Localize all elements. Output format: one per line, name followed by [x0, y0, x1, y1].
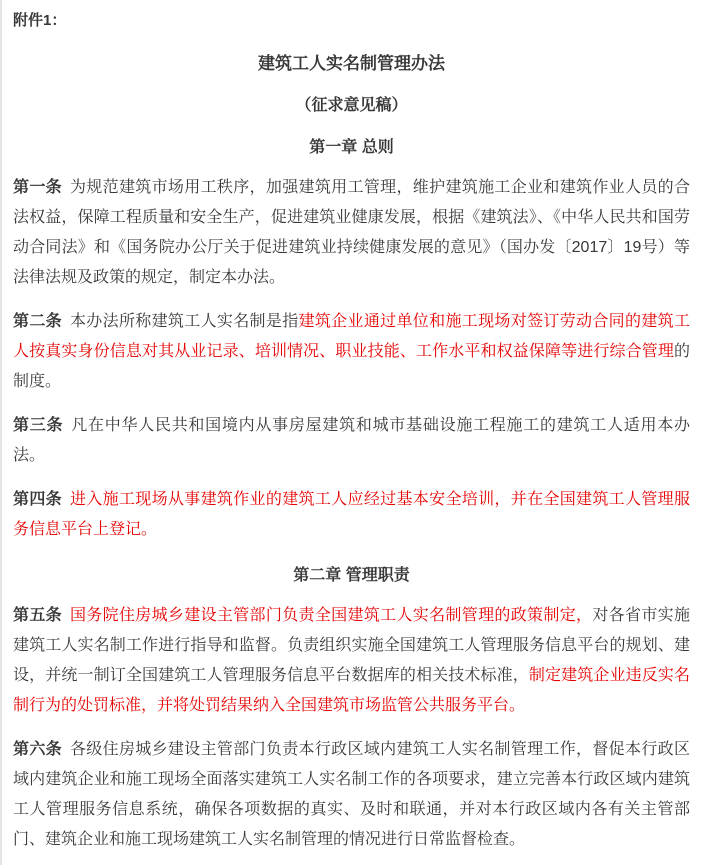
chapter-heading: 第二章 管理职责 [293, 567, 410, 584]
article-number: 第六条 [13, 741, 62, 758]
body-text: 的制度。 [13, 343, 690, 390]
body-text: 对各省市实施建筑工人实名制工作进行指导和监督。负责组织实施全国建筑工人管理服务信息平台的规划、建设，并统一制订全国建筑工人管理服务信息平台数据库的相关技术标准， [13, 607, 690, 684]
highlighted-text: 国务院住房城乡建设主管部门负责全国建筑工人实名制管理的政策制定， [69, 607, 593, 624]
article-paragraph [13, 173, 690, 293]
attachment-label: 附件1： [13, 12, 67, 29]
chapters [13, 137, 690, 855]
body-text: 本办法所称建筑工人实名制是指 [69, 313, 299, 330]
highlighted-text: 进入施工现场从事建筑作业的建筑工人应经过基本安全培训，并在全国建筑工人管理服务信息平台上登记。 [13, 491, 690, 538]
body-text: 各级住房城乡建设主管部门负责本行政区域内建筑工人实名制管理工作，督促本行政区域内建筑企业和施工现场全面落实建筑工人实名制工作的各项要求，建立完善本行政区域内建筑工人管理服务信息系统，确保各项数据的真实、及时和联通，并对本行政区域内各有关主管部门、建筑企业和施工现场建筑工人实名制管理的情况进行日常监督检查。 [13, 741, 690, 848]
highlighted-text: 制定建筑企业违反实名制行为的处罚标准，并将处罚结果纳入全国建筑市场监管公共服务平台。 [13, 667, 690, 714]
article-number: 第五条 [13, 607, 62, 624]
body-text: 为规范建筑市场用工秩序，加强建筑用工管理，维护建筑施工企业和建筑作业人员的合法权益，保障工程质量和安全生产，促进建筑业健康发展，根据《建筑法》、《中华人民共和国劳动合同法》和《国务院办公厅关于促进建筑业持续健康发展的意见》（国办发〔2017〕19号）等法律法规及政策的规定，制定本办法。 [13, 179, 690, 286]
article-paragraph [13, 735, 690, 855]
document-title: 建筑工人实名制管理办法 [258, 54, 445, 73]
article-paragraph [13, 485, 690, 545]
article-number: 第二条 [13, 313, 62, 330]
article-number: 第四条 [13, 491, 62, 508]
body-text: 凡在中华人民共和国境内从事房屋建筑和城市基础设施工程施工的建筑工人适用本办法。 [13, 417, 690, 464]
article-number: 第三条 [13, 417, 64, 434]
article-paragraph [13, 307, 690, 397]
article-paragraph [13, 601, 690, 721]
document-body [2, 0, 702, 865]
chapter-heading: 第一章 总则 [309, 139, 394, 156]
highlighted-text: 建筑企业通过单位和施工现场对签订劳动合同的建筑工人按真实身份信息对其从业记录、培训情况、职业技能、工作水平和权益保障等进行综合管理 [13, 313, 690, 360]
article-number: 第一条 [13, 179, 62, 196]
document-subtitle: （征求意见稿） [295, 97, 408, 114]
article-paragraph [13, 411, 690, 471]
